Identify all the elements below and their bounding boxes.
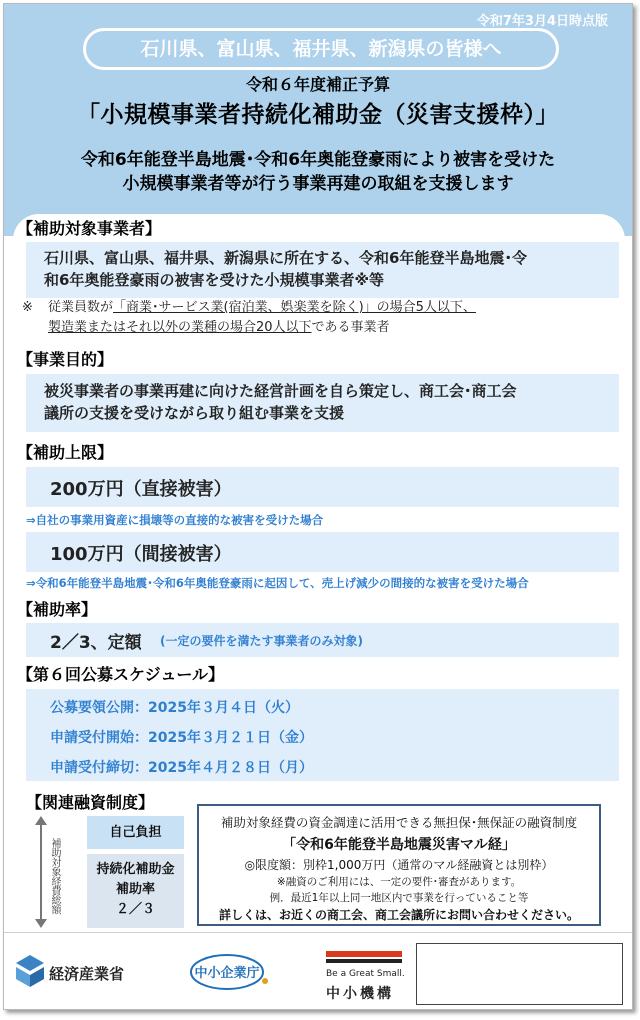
program-title: 「小規模事業者持続化補助金（災害支援枠）」 [77,102,559,128]
audience-banner: 石川県、富山県、福井県、新潟県の皆様へ [83,28,559,70]
limit-amount-indirect: 100万円（間接被害） [50,544,232,565]
purpose-heading: 【事業目的】 [17,350,114,369]
loan-note-2: 例．最近1年以上同一地区内で事業を行っていること等 [269,892,529,904]
rate-heading: 【補助率】 [17,600,98,619]
loan-note-1: ※融資のご利用には、一定の要件･審査があります。 [276,876,522,888]
footer [4,932,632,1010]
limit-desc-direct: ⇒自社の事業用資産に損壊等の直接的な被害を受けた場合 [26,513,324,527]
limit-heading: 【補助上限】 [17,443,114,462]
flyer-page [3,3,633,1010]
chusho-name: 中小企業庁 [194,966,260,981]
subsidy-block [87,854,184,928]
lead-line-2: 小規模事業者等が行う事業再建の取組を支援します [122,174,514,194]
loan-intro: 補助対象経費の資金調達に活用できる無担保･無保証の融資制度 [220,815,578,830]
eligible-note-commerce: 「商業･サービス業(宿泊業、娯楽業を除く)」の場合5人以下、 [113,300,476,315]
loan-limit: ◎限度額：別枠1,000万円（通常のマル経融資とは別枠） [244,858,554,872]
limit-desc-indirect: ⇒令和6年能登半島地震･令和6年奥能登豪雨に起因して、売上げ減少の間接的な被害を受けた場合 [26,576,529,590]
smrj-logo-icon [326,951,406,965]
eligible-note-manufacturing: 製造業またはそれ以外の業種の場合20人以下 [48,320,312,335]
total-cost-label: 補助対象経費総額 [49,838,60,914]
meti-name: 経済産業省 [49,965,125,983]
loan-name: 「令和6年能登半島地震災害マル経」 [282,837,516,853]
header-band [4,4,632,236]
lead-text [4,148,632,196]
limit-amount-direct: 200万円（直接被害） [50,479,232,500]
purpose-line-2: 議所の支援を受けながら取り組む事業を支援 [44,404,345,422]
loan-contact: 詳しくは、お近くの商工会、商工会議所にお問い合わせください。 [218,908,579,922]
version-date: 令和7年3月4日時点版 [476,14,608,29]
eligible-note-post: である事業者 [311,320,390,335]
eligible-note-2 [48,318,390,338]
contact-stamp-box [416,943,623,1005]
eligible-note [48,298,608,318]
smrj-tagline: Be a Great Small. [326,969,405,979]
loan-info-box [197,804,601,926]
rate-value: 2／3、定額 [50,633,142,653]
eligible-note-mark: ※ [22,300,33,315]
eligible-heading: 【補助対象事業者】 [17,219,162,238]
schedule-item-publish: 公募要領公開：2025年３月４日（火） [50,700,299,716]
lead-line-1: 令和6年能登半島地震･令和6年奥能登豪雨により被害を受けた [80,150,556,170]
purpose-line-1: 被災事業者の事業再建に向けた経営計画を自ら策定し、商工会･商工会 [44,382,517,400]
schedule-item-deadline: 申請受付締切：2025年４月２８日（月） [50,760,313,776]
subsidy-name: 持続化補助金 [96,862,175,877]
rate-note: (一定の要件を満たす事業者のみ対象) [160,634,363,648]
eligible-note-pre: 従業員数が [48,300,114,315]
finance-heading: 【関連融資制度】 [26,793,155,812]
schedule-item-open: 申請受付開始：2025年３月２１日（金） [50,730,313,746]
smrj-name: 中小機構 [326,986,394,1002]
subsidy-rate-label: 補助率 [115,882,155,897]
subsidy-rate-value: ２／３ [115,902,155,917]
schedule-heading: 【第６回公募スケジュール】 [17,665,225,684]
chusho-logo-icon [187,951,271,993]
self-pay-block: 自己負担 [87,816,184,849]
meti-logo-icon [14,955,46,987]
eligible-line-2: 和6年奥能登豪雨の被害を受けた小規模事業者※等 [44,271,385,289]
eligible-line-1: 石川県、富山県、福井県、新潟県に所在する、令和6年能登半島地震･令 [44,249,527,267]
budget-subtitle: 令和６年度補正予算 [245,75,390,94]
